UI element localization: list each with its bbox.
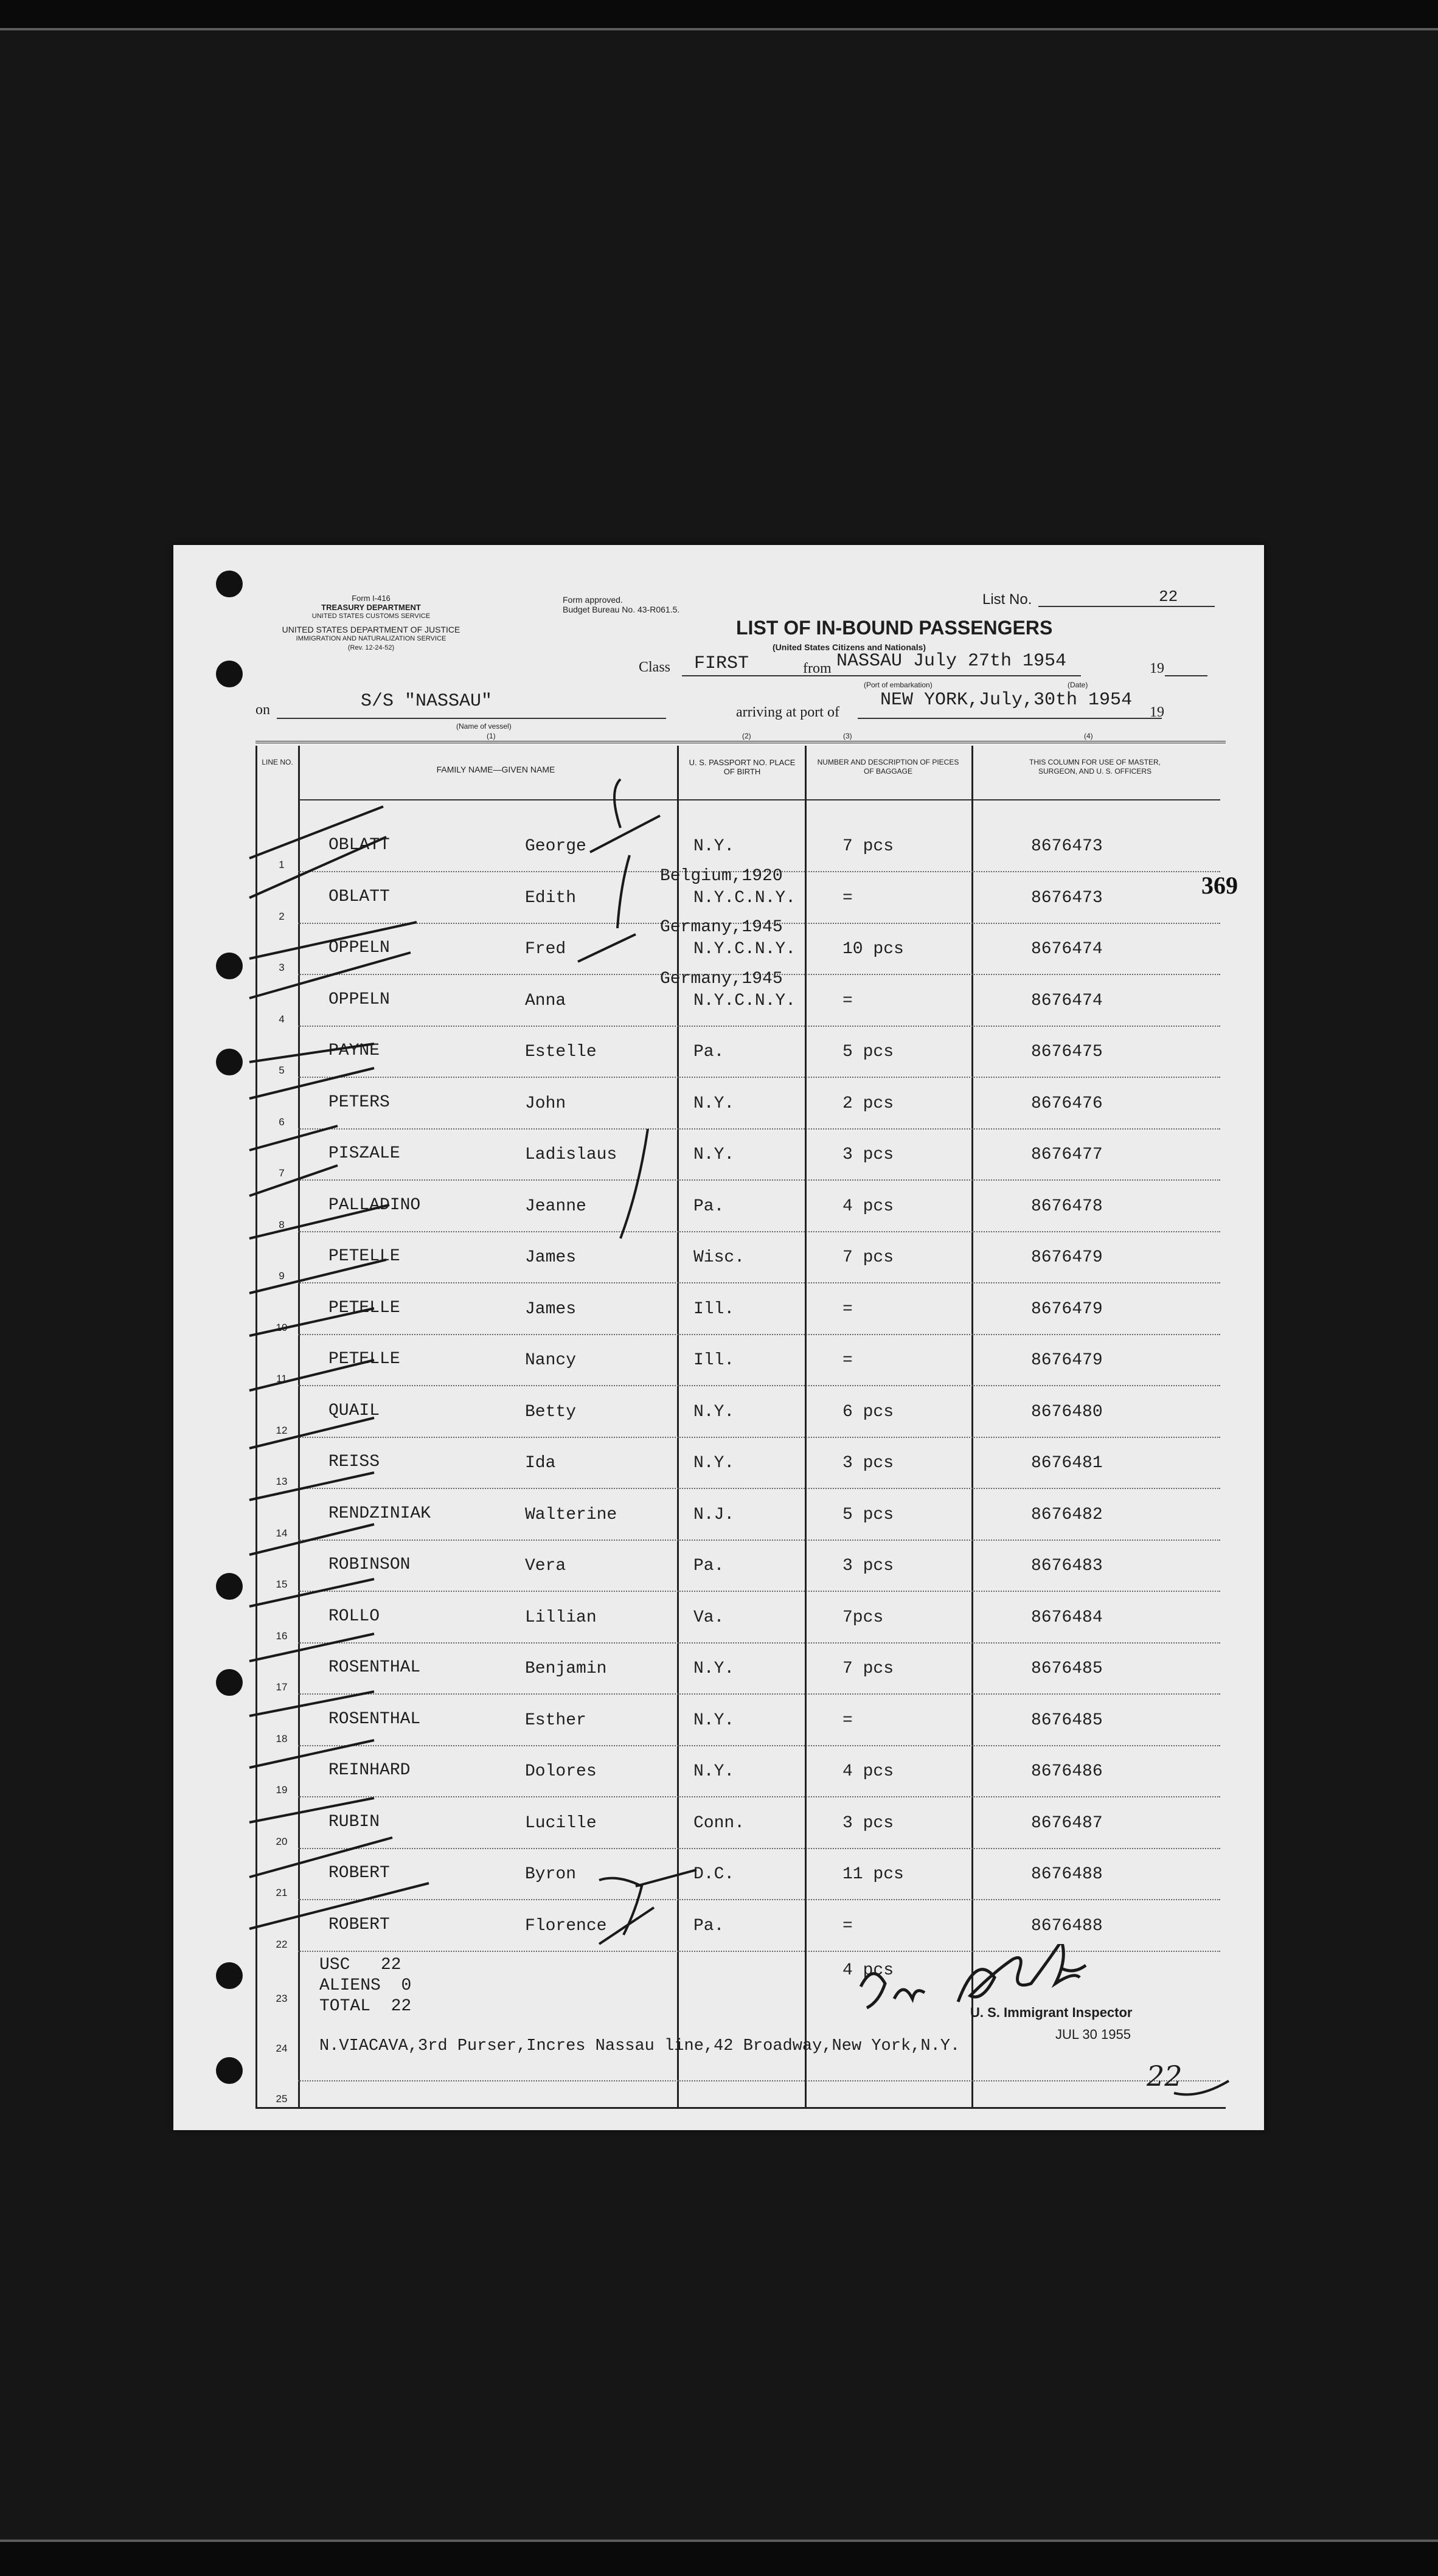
certificate-number: 8676473 xyxy=(1031,837,1103,856)
family-name: ROSENTHAL xyxy=(328,1658,421,1677)
family-name: REISS xyxy=(328,1453,380,1471)
family-name: OPPELN xyxy=(328,990,390,1009)
stamp-date: JUL 30 1955 xyxy=(1055,2027,1131,2042)
footer-handwritten-number: 22 xyxy=(1147,2060,1183,2092)
treasury-department: TREASURY DEPARTMENT xyxy=(321,603,421,612)
family-name: REINHARD xyxy=(328,1761,411,1780)
baggage-pieces: 6 pcs xyxy=(842,1402,894,1422)
family-name: RUBIN xyxy=(328,1812,380,1831)
list-no-value: 22 xyxy=(1159,588,1178,606)
given-name: Florence xyxy=(525,1916,607,1935)
header-officers: THIS COLUMN FOR USE OF MASTER, SURGEON, AND U. S. OFFICERS xyxy=(1029,758,1161,776)
baggage-pieces: = xyxy=(842,1351,853,1370)
line-number: 14 xyxy=(276,1527,288,1539)
total-label: TOTAL xyxy=(319,1997,371,2016)
line-number: 2 xyxy=(279,910,285,922)
certificate-number: 8676473 xyxy=(1031,888,1103,908)
given-name: James xyxy=(525,1299,577,1319)
line-number: 4 xyxy=(279,1013,285,1025)
margin-page-number: 369 xyxy=(1201,872,1238,899)
family-name: ROBERT xyxy=(328,1915,390,1934)
family-name: ROLLO xyxy=(328,1606,380,1626)
certificate-number: 8676482 xyxy=(1031,1505,1103,1524)
certificate-number: 8676480 xyxy=(1031,1402,1103,1422)
baggage-pieces: = xyxy=(842,888,853,908)
baggage-pieces: 5 pcs xyxy=(842,1043,894,1061)
place-of-birth: N.Y. xyxy=(693,1094,735,1113)
film-strip-bottom xyxy=(0,2540,1438,2576)
inspector-stamp: U. S. Immigrant Inspector xyxy=(970,2005,1133,2020)
given-name: Edith xyxy=(525,888,577,908)
family-name: PETERS xyxy=(328,1092,390,1112)
certificate-number: 8676483 xyxy=(1031,1557,1103,1575)
header-baggage: NUMBER AND DESCRIPTION OF PIECES OF BAGGAGE xyxy=(817,758,959,776)
certificate-number: 8676479 xyxy=(1031,1299,1103,1319)
line-number: 8 xyxy=(279,1218,285,1231)
place-of-birth: Ill. xyxy=(693,1299,735,1319)
given-name: Fred xyxy=(525,940,566,959)
given-name: Jeanne xyxy=(525,1196,586,1216)
family-name: ROBINSON xyxy=(328,1555,411,1574)
certificate-number: 8676485 xyxy=(1031,1659,1103,1678)
family-name: OBLATT xyxy=(328,836,390,855)
justice-department: UNITED STATES DEPARTMENT OF JUSTICE xyxy=(282,625,460,634)
place-of-birth: D.C. xyxy=(693,1865,735,1884)
place-of-birth: N.Y. xyxy=(693,1659,735,1678)
place-of-birth: N.Y. xyxy=(693,1454,735,1473)
baggage-pieces: = xyxy=(842,1916,853,1935)
summary-baggage: 4 pcs xyxy=(842,1961,894,1980)
certificate-number: 8676488 xyxy=(1031,1916,1103,1935)
place-of-birth: N.Y. xyxy=(693,1402,735,1422)
baggage-pieces: 3 pcs xyxy=(842,1145,894,1164)
given-name: Ida xyxy=(525,1454,556,1473)
line-number: 17 xyxy=(276,1681,288,1693)
birth-year-note: Belgium,1920 xyxy=(660,866,783,886)
aliens-label: ALIENS xyxy=(319,1976,381,1995)
line-number: 20 xyxy=(276,1835,288,1847)
header-name: FAMILY NAME—GIVEN NAME xyxy=(436,765,555,774)
place-of-birth: N.Y. xyxy=(693,1145,735,1164)
certificate-number: 8676481 xyxy=(1031,1454,1103,1473)
baggage-pieces: 7pcs xyxy=(842,1608,884,1627)
vessel-name: S/S "NASSAU" xyxy=(361,691,493,712)
class-value: FIRST xyxy=(694,653,749,674)
column-number-2: (2) xyxy=(742,732,751,740)
on-label: on xyxy=(255,702,270,718)
line-number-24: 24 xyxy=(276,2043,288,2054)
certificate-number: 8676479 xyxy=(1031,1248,1103,1267)
from-value: NASSAU July 27th 1954 xyxy=(836,651,1067,672)
given-name: Benjamin xyxy=(525,1659,607,1678)
baggage-pieces: 7 pcs xyxy=(842,1659,894,1678)
line-number: 5 xyxy=(279,1064,285,1076)
given-name: Lillian xyxy=(525,1608,597,1627)
usc-value: 22 xyxy=(380,1956,401,1974)
place-of-birth: N.J. xyxy=(693,1505,735,1524)
aliens-value: 0 xyxy=(401,1976,412,1995)
column-number-1: (1) xyxy=(487,732,496,740)
given-name: George xyxy=(525,837,586,856)
given-name: Walterine xyxy=(525,1505,617,1524)
certificate-number: 8676485 xyxy=(1031,1710,1103,1730)
baggage-pieces: 11 pcs xyxy=(842,1865,904,1884)
line-number-23: 23 xyxy=(276,1993,288,2004)
line-number: 3 xyxy=(279,962,285,973)
line-number: 21 xyxy=(276,1887,288,1898)
purser-line: N.VIACAVA,3rd Purser,Incres Nassau line,42 Broadway,New York,N.Y. xyxy=(319,2037,960,2055)
arrival-value: NEW YORK,July,30th 1954 xyxy=(880,690,1133,710)
given-name: Vera xyxy=(525,1557,566,1575)
header-line-no: LINE NO. xyxy=(262,758,293,766)
line-number: 11 xyxy=(276,1373,287,1384)
given-name: John xyxy=(525,1094,566,1113)
vessel-caption: (Name of vessel) xyxy=(456,722,512,731)
certificate-number: 8676488 xyxy=(1031,1865,1103,1884)
certificate-number: 8676479 xyxy=(1031,1351,1103,1370)
approval-line: Form approved. xyxy=(563,595,623,605)
from-year-prefix: 19 xyxy=(1150,661,1164,676)
certificate-number: 8676478 xyxy=(1031,1196,1103,1216)
family-name: ROSENTHAL xyxy=(328,1709,421,1729)
baggage-pieces: = xyxy=(842,1299,853,1319)
given-name: Betty xyxy=(525,1402,577,1422)
place-of-birth: N.Y. xyxy=(693,837,735,856)
arriving-label: arriving at port of xyxy=(736,704,839,720)
manifest-subtitle: (United States Citizens and Nationals) xyxy=(773,642,926,652)
line-number: 15 xyxy=(276,1578,288,1590)
line-number: 18 xyxy=(276,1732,288,1745)
certificate-number: 8676476 xyxy=(1031,1094,1103,1113)
family-name: PALLADINO xyxy=(328,1195,421,1215)
baggage-pieces: 2 pcs xyxy=(842,1094,894,1113)
certificate-number: 8676474 xyxy=(1031,940,1103,959)
family-name: ROBERT xyxy=(328,1864,390,1883)
certificate-number: 8676475 xyxy=(1031,1043,1103,1061)
baggage-pieces: 4 pcs xyxy=(842,1196,894,1216)
place-of-birth: Va. xyxy=(693,1608,724,1627)
manifest-title: LIST OF IN-BOUND PASSENGERS xyxy=(736,617,1053,639)
given-name: Anna xyxy=(525,991,566,1010)
line-number: 19 xyxy=(276,1784,288,1796)
place-of-birth: Wisc. xyxy=(693,1248,745,1267)
place-of-birth: Pa. xyxy=(693,1043,724,1061)
family-name: RENDZINIAK xyxy=(328,1504,431,1523)
given-name: Ladislaus xyxy=(525,1145,617,1164)
line-number-25: 25 xyxy=(276,2093,288,2105)
certificate-number: 8676487 xyxy=(1031,1813,1103,1833)
given-name: Dolores xyxy=(525,1762,597,1781)
baggage-pieces: 7 pcs xyxy=(842,1248,894,1267)
line-number: 22 xyxy=(276,1938,288,1950)
port-embarkation-caption: (Port of embarkation) xyxy=(864,681,933,689)
baggage-pieces: 3 pcs xyxy=(842,1557,894,1575)
date-caption: (Date) xyxy=(1068,681,1088,689)
customs-service: UNITED STATES CUSTOMS SERVICE xyxy=(311,613,431,620)
given-name: James xyxy=(525,1248,577,1267)
total-value: 22 xyxy=(391,1997,412,2016)
usc-label: USC xyxy=(319,1956,350,1974)
baggage-pieces: = xyxy=(842,991,853,1010)
baggage-pieces: = xyxy=(842,1710,853,1730)
given-name: Lucille xyxy=(525,1813,597,1833)
place-of-birth: N.Y.C.N.Y. xyxy=(693,991,796,1010)
given-name: Estelle xyxy=(525,1043,597,1061)
form-number: Form I-416 xyxy=(352,594,391,603)
birth-year-note: Germany,1945 xyxy=(660,918,783,937)
place-of-birth: N.Y. xyxy=(693,1762,735,1781)
baggage-pieces: 7 pcs xyxy=(842,837,894,856)
line-number: 12 xyxy=(276,1424,288,1436)
certificate-number: 8676477 xyxy=(1031,1145,1103,1164)
family-name: PETELLE xyxy=(328,1298,400,1318)
place-of-birth: N.Y.C.N.Y. xyxy=(693,940,796,959)
place-of-birth: Conn. xyxy=(693,1813,745,1833)
family-name: PETELLE xyxy=(328,1350,400,1369)
header-passport-birth: U. S. PASSPORT NO. PLACE OF BIRTH xyxy=(689,758,796,776)
birth-year-note: Germany,1945 xyxy=(660,969,783,988)
list-no-label: List No. xyxy=(982,591,1032,608)
certificate-number: 8676486 xyxy=(1031,1762,1103,1781)
place-of-birth: Pa. xyxy=(693,1916,724,1935)
place-of-birth: N.Y. xyxy=(693,1710,735,1730)
immigration-service: IMMIGRATION AND NATURALIZATION SERVICE xyxy=(296,635,446,642)
family-name: PISZALE xyxy=(328,1144,400,1163)
place-of-birth: Pa. xyxy=(693,1557,724,1575)
arrival-year-suffix: 19 xyxy=(1150,704,1164,720)
column-number-3: (3) xyxy=(843,732,852,740)
place-of-birth: Ill. xyxy=(693,1351,735,1370)
check-marks-overlay xyxy=(173,545,1264,2130)
budget-bureau-line: Budget Bureau No. 43-R061.5. xyxy=(563,605,680,614)
line-number: 1 xyxy=(279,859,285,870)
given-name: Esther xyxy=(525,1710,586,1730)
line-number: 6 xyxy=(279,1116,285,1128)
line-number: 10 xyxy=(276,1321,288,1333)
line-number: 16 xyxy=(276,1630,288,1642)
place-of-birth: Pa. xyxy=(693,1196,724,1216)
certificate-number: 8676474 xyxy=(1031,991,1103,1010)
place-of-birth: N.Y.C.N.Y. xyxy=(693,888,796,908)
passenger-manifest-page xyxy=(173,545,1264,2130)
given-name: Byron xyxy=(525,1865,577,1884)
family-name: QUAIL xyxy=(328,1401,380,1420)
certificate-number: 8676484 xyxy=(1031,1608,1103,1627)
family-name: PAYNE xyxy=(328,1041,380,1060)
baggage-pieces: 4 pcs xyxy=(842,1762,894,1781)
baggage-pieces: 3 pcs xyxy=(842,1454,894,1473)
form-revision: (Rev. 12-24-52) xyxy=(347,644,395,651)
column-number-4: (4) xyxy=(1084,732,1093,740)
film-strip-top xyxy=(0,0,1438,30)
family-name: PETELLE xyxy=(328,1247,400,1266)
family-name: OBLATT xyxy=(328,887,390,906)
class-label: Class xyxy=(639,659,671,675)
baggage-pieces: 5 pcs xyxy=(842,1505,894,1524)
given-name: Nancy xyxy=(525,1351,577,1370)
baggage-pieces: 3 pcs xyxy=(842,1813,894,1833)
line-number: 13 xyxy=(276,1476,288,1487)
line-number: 9 xyxy=(279,1270,285,1282)
family-name: OPPELN xyxy=(328,939,390,957)
baggage-pieces: 10 pcs xyxy=(842,940,904,959)
line-number: 7 xyxy=(279,1167,285,1179)
from-label: from xyxy=(803,661,832,676)
